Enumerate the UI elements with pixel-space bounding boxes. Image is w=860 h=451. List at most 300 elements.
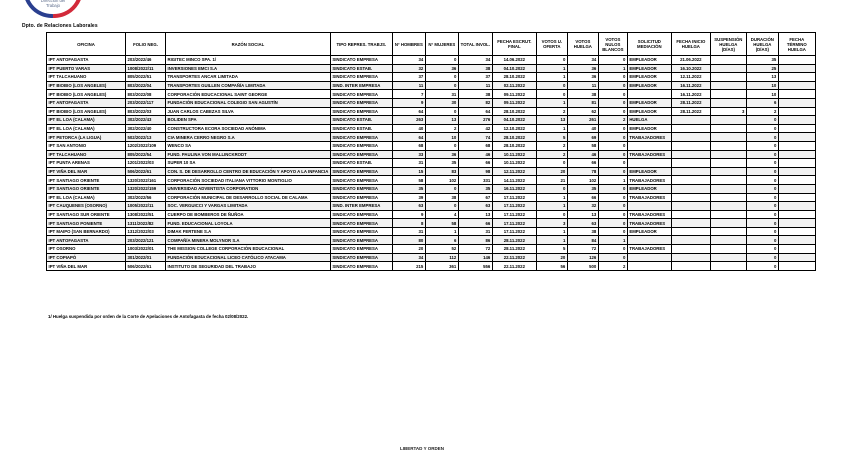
table-cell [710, 193, 746, 202]
table-cell: 506/2022/61 [126, 262, 166, 271]
table-row [47, 141, 816, 150]
table-cell: 0 [598, 56, 627, 65]
table-cell [778, 159, 815, 168]
table-cell: 10 [746, 81, 778, 90]
table-cell: SINDICATO EMPRESA [330, 245, 392, 254]
table-cell: 2 [746, 107, 778, 116]
table-cell: 0 [425, 56, 458, 65]
table-cell: FUND. PAULINA VON MALLINCKRODT [166, 150, 331, 159]
table-cell: SINDICATO ESTAB. [330, 64, 392, 73]
table-cell [710, 227, 746, 236]
table-cell: EMPLEADOR [627, 167, 671, 176]
column-header: SUSPENSIÓN HUELGA (DÍAS) [710, 33, 746, 56]
table-cell: 1312/2022/03 [126, 227, 166, 236]
table-row [47, 159, 816, 168]
table-cell: 17.11.2022 [492, 193, 536, 202]
table-cell: 37 [392, 73, 425, 82]
table-cell [710, 64, 746, 73]
table-row [47, 56, 816, 65]
table-cell [778, 236, 815, 245]
table-cell: 16.11.2022 [671, 90, 710, 99]
table-cell: 3 [536, 219, 567, 228]
table-cell: 2 [536, 141, 567, 150]
table-row [47, 81, 816, 90]
column-header: FECHA ESCRUT. FINAL [492, 33, 536, 56]
table-cell: 0 [746, 193, 778, 202]
table-cell: 1 [536, 98, 567, 107]
table-cell [778, 210, 815, 219]
table-cell: SUPER 10 SA [166, 159, 331, 168]
table-row [47, 116, 816, 125]
table-cell: 0 [425, 202, 458, 211]
table-cell: 28.10.2022 [492, 73, 536, 82]
table-cell: IPT VIÑA DEL MAR [47, 262, 126, 271]
table-cell: CUERPO DE BOMBEROS DE ÑUÑOA [166, 210, 331, 219]
table-cell: 803/2022/04 [126, 81, 166, 90]
table-cell: 40 [392, 124, 425, 133]
table-cell: 35 [746, 56, 778, 65]
table-cell: 28.10.2022 [492, 133, 536, 142]
table-cell: 16.10.2022 [671, 64, 710, 73]
table-cell: 0 [536, 56, 567, 65]
table-cell: 0 [746, 202, 778, 211]
table-cell: 1 [536, 227, 567, 236]
table-cell: 11 [392, 81, 425, 90]
table-cell [710, 133, 746, 142]
table-cell: 2 [536, 150, 567, 159]
table-cell: 6 [425, 236, 458, 245]
table-cell: 66 [567, 159, 598, 168]
table-cell: 69 [567, 133, 598, 142]
table-cell: 102 [567, 176, 598, 185]
table-cell: DIMAK FERTENE S.A [166, 227, 331, 236]
table-cell [778, 116, 815, 125]
table-cell: SINDICATO EMPRESA [330, 133, 392, 142]
table-cell: FUNDACIÓN EDUCACIONAL LICEO CATÓLICO ATACAMA [166, 253, 331, 262]
table-cell: IPT OSORNO [47, 245, 126, 254]
table-cell: 36 [425, 64, 458, 73]
table-cell: 215 [392, 262, 425, 271]
table-cell: 28.11.2022 [671, 107, 710, 116]
table-cell: IPT SAN ANTONIO [47, 141, 126, 150]
table-cell: 0 [598, 219, 627, 228]
table-cell: IPT BIOBIO (LOS ANGELES) [47, 107, 126, 116]
table-cell: SINDICATO ESTAB. [330, 124, 392, 133]
table-cell [778, 141, 815, 150]
table-cell: 1003/2022/01 [126, 245, 166, 254]
table-cell: SINDICATO EMPRESA [330, 236, 392, 245]
column-header: FECHA TÉRMINO HUELGA [778, 33, 815, 56]
table-row [47, 253, 816, 262]
table-cell [778, 133, 815, 142]
column-header: TIPO REPRES. TRABJS. [330, 33, 392, 56]
table-cell: 276 [458, 116, 492, 125]
table-cell [671, 227, 710, 236]
table-cell: IPT SANTIAGO SUR ORIENTE [47, 210, 126, 219]
table-cell: 10 [746, 90, 778, 99]
table-cell: EMPLEADOR [627, 64, 671, 73]
table-cell: 0 [598, 227, 627, 236]
table-cell: IPT ANTOFAGASTA [47, 56, 126, 65]
table-row [47, 176, 816, 185]
table-cell: 36 [567, 73, 598, 82]
column-header: SOLICITUD MEDIACIÓN [627, 33, 671, 56]
table-cell: 72 [567, 245, 598, 254]
table-cell: 34 [392, 253, 425, 262]
table-cell [671, 262, 710, 271]
table-cell: SINDICATO EMPRESA [330, 90, 392, 99]
table-cell: SINDICATO EMPRESA [330, 262, 392, 271]
table-cell: 8 [392, 219, 425, 228]
table-cell: 68 [392, 141, 425, 150]
table-cell: 0 [598, 141, 627, 150]
table-cell: 15 [392, 167, 425, 176]
table-cell: EMPLEADOR [627, 227, 671, 236]
table-cell: 331 [458, 176, 492, 185]
table-cell: 302/2022/56 [126, 193, 166, 202]
table-cell: SIND. INTER EMPRESA [330, 81, 392, 90]
table-cell: 0 [598, 253, 627, 262]
table-cell: 13 [746, 73, 778, 82]
table-cell: 33 [392, 150, 425, 159]
table-row [47, 245, 816, 254]
table-cell: SINDICATO ESTAB. [330, 116, 392, 125]
table-cell: SINDICATO EMPRESA [330, 227, 392, 236]
column-header: FOLIO NEG. [126, 33, 166, 56]
table-cell: 56 [536, 262, 567, 271]
table-cell: 38 [458, 64, 492, 73]
table-cell [710, 184, 746, 193]
table-cell [778, 227, 815, 236]
table-cell: 0 [598, 73, 627, 82]
table-cell [778, 193, 815, 202]
table-cell: 4 [425, 210, 458, 219]
table-cell: 0 [598, 210, 627, 219]
table-cell [778, 90, 815, 99]
table-row [47, 73, 816, 82]
table-cell [778, 184, 815, 193]
table-cell: 0 [598, 90, 627, 99]
table-cell: JUAN CARLOS CABEZAS SILVA [166, 107, 331, 116]
table-cell: 14.06.2022 [492, 56, 536, 65]
table-cell: SINDICATO EMPRESA [330, 184, 392, 193]
table-cell: 1 [536, 236, 567, 245]
table-cell: CORPORACIÓN SOCIEDAD ITALIANA VITTORIO MONTIGLIO [166, 176, 331, 185]
table-row [47, 107, 816, 116]
column-header: VOTOS HUELGA [567, 33, 598, 56]
table-cell: 74 [458, 133, 492, 142]
table-cell: 66 [458, 159, 492, 168]
table-cell: 0 [746, 159, 778, 168]
table-cell: 0 [425, 73, 458, 82]
table-cell: 17.11.2022 [492, 210, 536, 219]
table-cell: 66 [458, 219, 492, 228]
table-cell [671, 184, 710, 193]
table-cell: INVERSIONES EMCI S.A [166, 64, 331, 73]
table-row [47, 90, 816, 99]
table-cell: 7 [392, 90, 425, 99]
table-cell [671, 193, 710, 202]
table-cell [778, 245, 815, 254]
logo-line-1: Dirección del [40, 0, 66, 3]
table-cell [778, 73, 815, 82]
table-cell: 556 [458, 262, 492, 271]
table-cell: 04.10.2022 [492, 64, 536, 73]
table-row [47, 219, 816, 228]
table-cell: 64 [458, 107, 492, 116]
table-cell: 0 [746, 236, 778, 245]
table-cell: 36 [425, 150, 458, 159]
table-cell: 0 [598, 124, 627, 133]
table-cell: 31 [392, 227, 425, 236]
table-cell: 9 [392, 98, 425, 107]
table-cell [671, 150, 710, 159]
table-cell [627, 202, 671, 211]
table-cell: 10 [425, 133, 458, 142]
table-cell: IPT VIÑA DEL MAR [47, 167, 126, 176]
table-row [47, 167, 816, 176]
table-cell: BOLIDEN SPA [166, 116, 331, 125]
table-cell: 28.11.2022 [492, 245, 536, 254]
table-cell: 0 [746, 167, 778, 176]
table-cell: 803/2022/03 [126, 107, 166, 116]
table-cell [671, 116, 710, 125]
logo [22, 0, 84, 18]
table-cell [671, 245, 710, 254]
table-cell: 805/2022/54 [126, 150, 166, 159]
table-cell: 30 [425, 98, 458, 107]
table-cell [710, 141, 746, 150]
table-cell: TRABAJADORES [627, 245, 671, 254]
table-cell: 13 [458, 210, 492, 219]
table-cell: SINDICATO ESTAB. [330, 159, 392, 168]
table-cell [710, 159, 746, 168]
table-cell: 2 [598, 262, 627, 271]
table-cell: 302/2022/40 [126, 124, 166, 133]
table-cell: 203/2022/117 [126, 98, 166, 107]
column-header: DURACIÓN HUELGA (DÍAS) [746, 33, 778, 56]
table-cell: 0 [425, 81, 458, 90]
table-cell: 40 [567, 124, 598, 133]
page-footer: LIBERTAD Y ORDEN [400, 446, 445, 451]
table-cell: CONSTRUCTORA ECORA SOCIEDAD ANÓNIMA [166, 124, 331, 133]
table-cell: 1 [536, 73, 567, 82]
table-cell [627, 262, 671, 271]
column-header: FECHA INICIO HUELGA [671, 33, 710, 56]
column-header: N° MUJERES [425, 33, 458, 56]
table-cell: 0 [598, 81, 627, 90]
table-cell: IPT SANTIAGO ORIENTE [47, 184, 126, 193]
table-cell [627, 236, 671, 245]
table-cell: 17.11.2022 [492, 202, 536, 211]
table-row [47, 133, 816, 142]
table-cell [671, 133, 710, 142]
table-cell: 98 [458, 167, 492, 176]
table-cell: 1 [598, 176, 627, 185]
table-cell: 22.11.2022 [492, 262, 536, 271]
table-cell: 0 [746, 219, 778, 228]
table-cell [778, 253, 815, 262]
table-cell [710, 150, 746, 159]
table-cell [710, 210, 746, 219]
table-cell: 35 [458, 184, 492, 193]
table-cell: 126 [567, 253, 598, 262]
table-cell: CORPORACIÓN EDUCACIONAL SAINT GEORGE [166, 90, 331, 99]
table-cell: SIND. INTER EMPRESA [330, 202, 392, 211]
table-cell: 0 [598, 184, 627, 193]
table-cell [710, 81, 746, 90]
table-cell: 20 [392, 245, 425, 254]
table-cell: 16.11.2022 [492, 184, 536, 193]
table-cell: 0 [598, 202, 627, 211]
table-cell [710, 236, 746, 245]
table-cell: 46 [458, 150, 492, 159]
table-cell: 0 [746, 116, 778, 125]
table-cell: SINDICATO EMPRESA [330, 107, 392, 116]
table-cell: 12.11.2022 [671, 73, 710, 82]
table-cell [778, 81, 815, 90]
table-cell: 04.10.2022 [492, 116, 536, 125]
table-cell: IPT EL LOA (CALAMA) [47, 193, 126, 202]
table-cell: SINDICATO EMPRESA [330, 193, 392, 202]
table-cell [778, 56, 815, 65]
table-cell [627, 90, 671, 99]
table-row [47, 184, 816, 193]
table-cell: FUNDACIÓN EDUCACIONAL COLEGIO SAN AGUSTÍN [166, 98, 331, 107]
table-cell: 64 [392, 133, 425, 142]
table-cell: 16.11.2022 [671, 81, 710, 90]
table-cell [710, 167, 746, 176]
table-cell: 62 [567, 107, 598, 116]
table-cell: 28.10.2022 [492, 141, 536, 150]
table-cell: 14.11.2022 [492, 176, 536, 185]
table-cell: 0 [598, 245, 627, 254]
table-cell: 46 [567, 150, 598, 159]
table-header-row [47, 33, 816, 56]
table-cell: TRABAJADORES [627, 210, 671, 219]
table-cell: 11 [458, 81, 492, 90]
table-cell: IPT BIOBIO (LOS ANGELES) [47, 90, 126, 99]
table-cell: EMPLEADOR [627, 124, 671, 133]
table-cell: 38 [425, 193, 458, 202]
table-cell: IPT CAUQUENES (OSORNO) [47, 202, 126, 211]
table-cell: 58 [567, 141, 598, 150]
table-cell: 0 [536, 210, 567, 219]
table-cell: 0 [425, 141, 458, 150]
table-cell: CON. S. DE DESARROLLO CENTRO DE EDUCACIÓN Y APOYO A LA INFANCIA [167, 169, 329, 175]
table-cell: 502/2022/13 [126, 133, 166, 142]
table-cell: SINDICATO EMPRESA [330, 150, 392, 159]
table-cell: 0 [746, 262, 778, 271]
table-cell: 1 [598, 64, 627, 73]
table-cell [710, 202, 746, 211]
column-header: VOTOS U. OFERTA [536, 33, 567, 56]
table-cell: 6 [746, 98, 778, 107]
table-cell: SINDICATO EMPRESA [330, 73, 392, 82]
table-cell: 5 [536, 133, 567, 142]
table-row [47, 124, 816, 133]
column-header: RAZÓN SOCIAL [166, 33, 331, 56]
table-cell: 1 [536, 64, 567, 73]
table-cell: 11 [567, 81, 598, 90]
table-cell: UNIVERSIDAD ADVENTISTA CORPORATION [166, 184, 331, 193]
table-cell: 361 [425, 262, 458, 271]
table-cell: 2 [598, 116, 627, 125]
table-cell: CIA MINERA CERRO NEGRO S.A [166, 133, 331, 142]
table-cell: 35 [425, 159, 458, 168]
table-cell: IPT TALCAHUANO [47, 73, 126, 82]
direccion-trabajo-logo-icon [22, 0, 84, 18]
table-cell: EMPLEADOR [627, 81, 671, 90]
table-cell: 72 [458, 245, 492, 254]
table-cell: 21 [536, 176, 567, 185]
table-cell: 0 [746, 150, 778, 159]
table-cell: 1320/2022/159 [126, 184, 166, 193]
table-cell [671, 124, 710, 133]
table-cell [778, 262, 815, 271]
table-cell: 203/2022/46 [126, 56, 166, 65]
table-cell: 10.11.2022 [492, 150, 536, 159]
table-cell: IPT ANTOFAGASTA [47, 98, 126, 107]
table-row [47, 150, 816, 159]
table-cell: 28.11.2022 [492, 236, 536, 245]
table-cell: 63 [392, 202, 425, 211]
table-cell [710, 56, 746, 65]
table-cell [778, 64, 815, 73]
table-cell: 1008/2022/11 [126, 64, 166, 73]
table-cell: IPT PUNTA ARENAS [47, 159, 126, 168]
table-cell: IPT ANTOFAGASTA [47, 236, 126, 245]
table-cell: 20 [536, 167, 567, 176]
table-cell: 13 [536, 116, 567, 125]
table-cell [710, 73, 746, 82]
table-cell: 0 [746, 176, 778, 185]
table-cell: 12.11.2022 [492, 167, 536, 176]
table-cell: 1 [425, 227, 458, 236]
table-cell: SINDICATO EMPRESA [330, 219, 392, 228]
table-cell: 38 [567, 227, 598, 236]
table-cell: 25 [746, 64, 778, 73]
table-cell: 42 [458, 124, 492, 133]
table-cell: 0 [746, 124, 778, 133]
table-cell [710, 124, 746, 133]
table-cell: EMPLEADOR [627, 107, 671, 116]
table-cell: HUELGA [627, 116, 671, 125]
table-cell: SINDICATO EMPRESA [330, 210, 392, 219]
table-cell: 263 [392, 116, 425, 125]
table-cell: THE MISSION COLLEGE CORPORACIÓN EDUCACIONAL [166, 245, 331, 254]
table-cell [671, 253, 710, 262]
table-row [47, 236, 816, 245]
table-cell: 112 [425, 253, 458, 262]
table-cell: 17.11.2022 [492, 227, 536, 236]
table-cell: 0 [746, 133, 778, 142]
table-cell: SINDICATO EMPRESA [330, 141, 392, 150]
table-cell: 34 [567, 56, 598, 65]
table-cell: 38 [458, 90, 492, 99]
table-cell: 500 [567, 262, 598, 271]
table-cell: 21.06.2022 [671, 56, 710, 65]
table-cell: COMPAÑÍA MINERA MOLYNOR S.A [166, 236, 331, 245]
table-cell: 12.10.2022 [492, 124, 536, 133]
table-cell: 63 [567, 219, 598, 228]
table-cell: 102 [425, 176, 458, 185]
table-cell: 0 [536, 90, 567, 99]
table-body [47, 56, 816, 271]
strike-table [46, 32, 816, 271]
table-cell: SINDICATO EMPRESA [330, 56, 392, 65]
column-header: TOTAL INVOL. [458, 33, 492, 56]
